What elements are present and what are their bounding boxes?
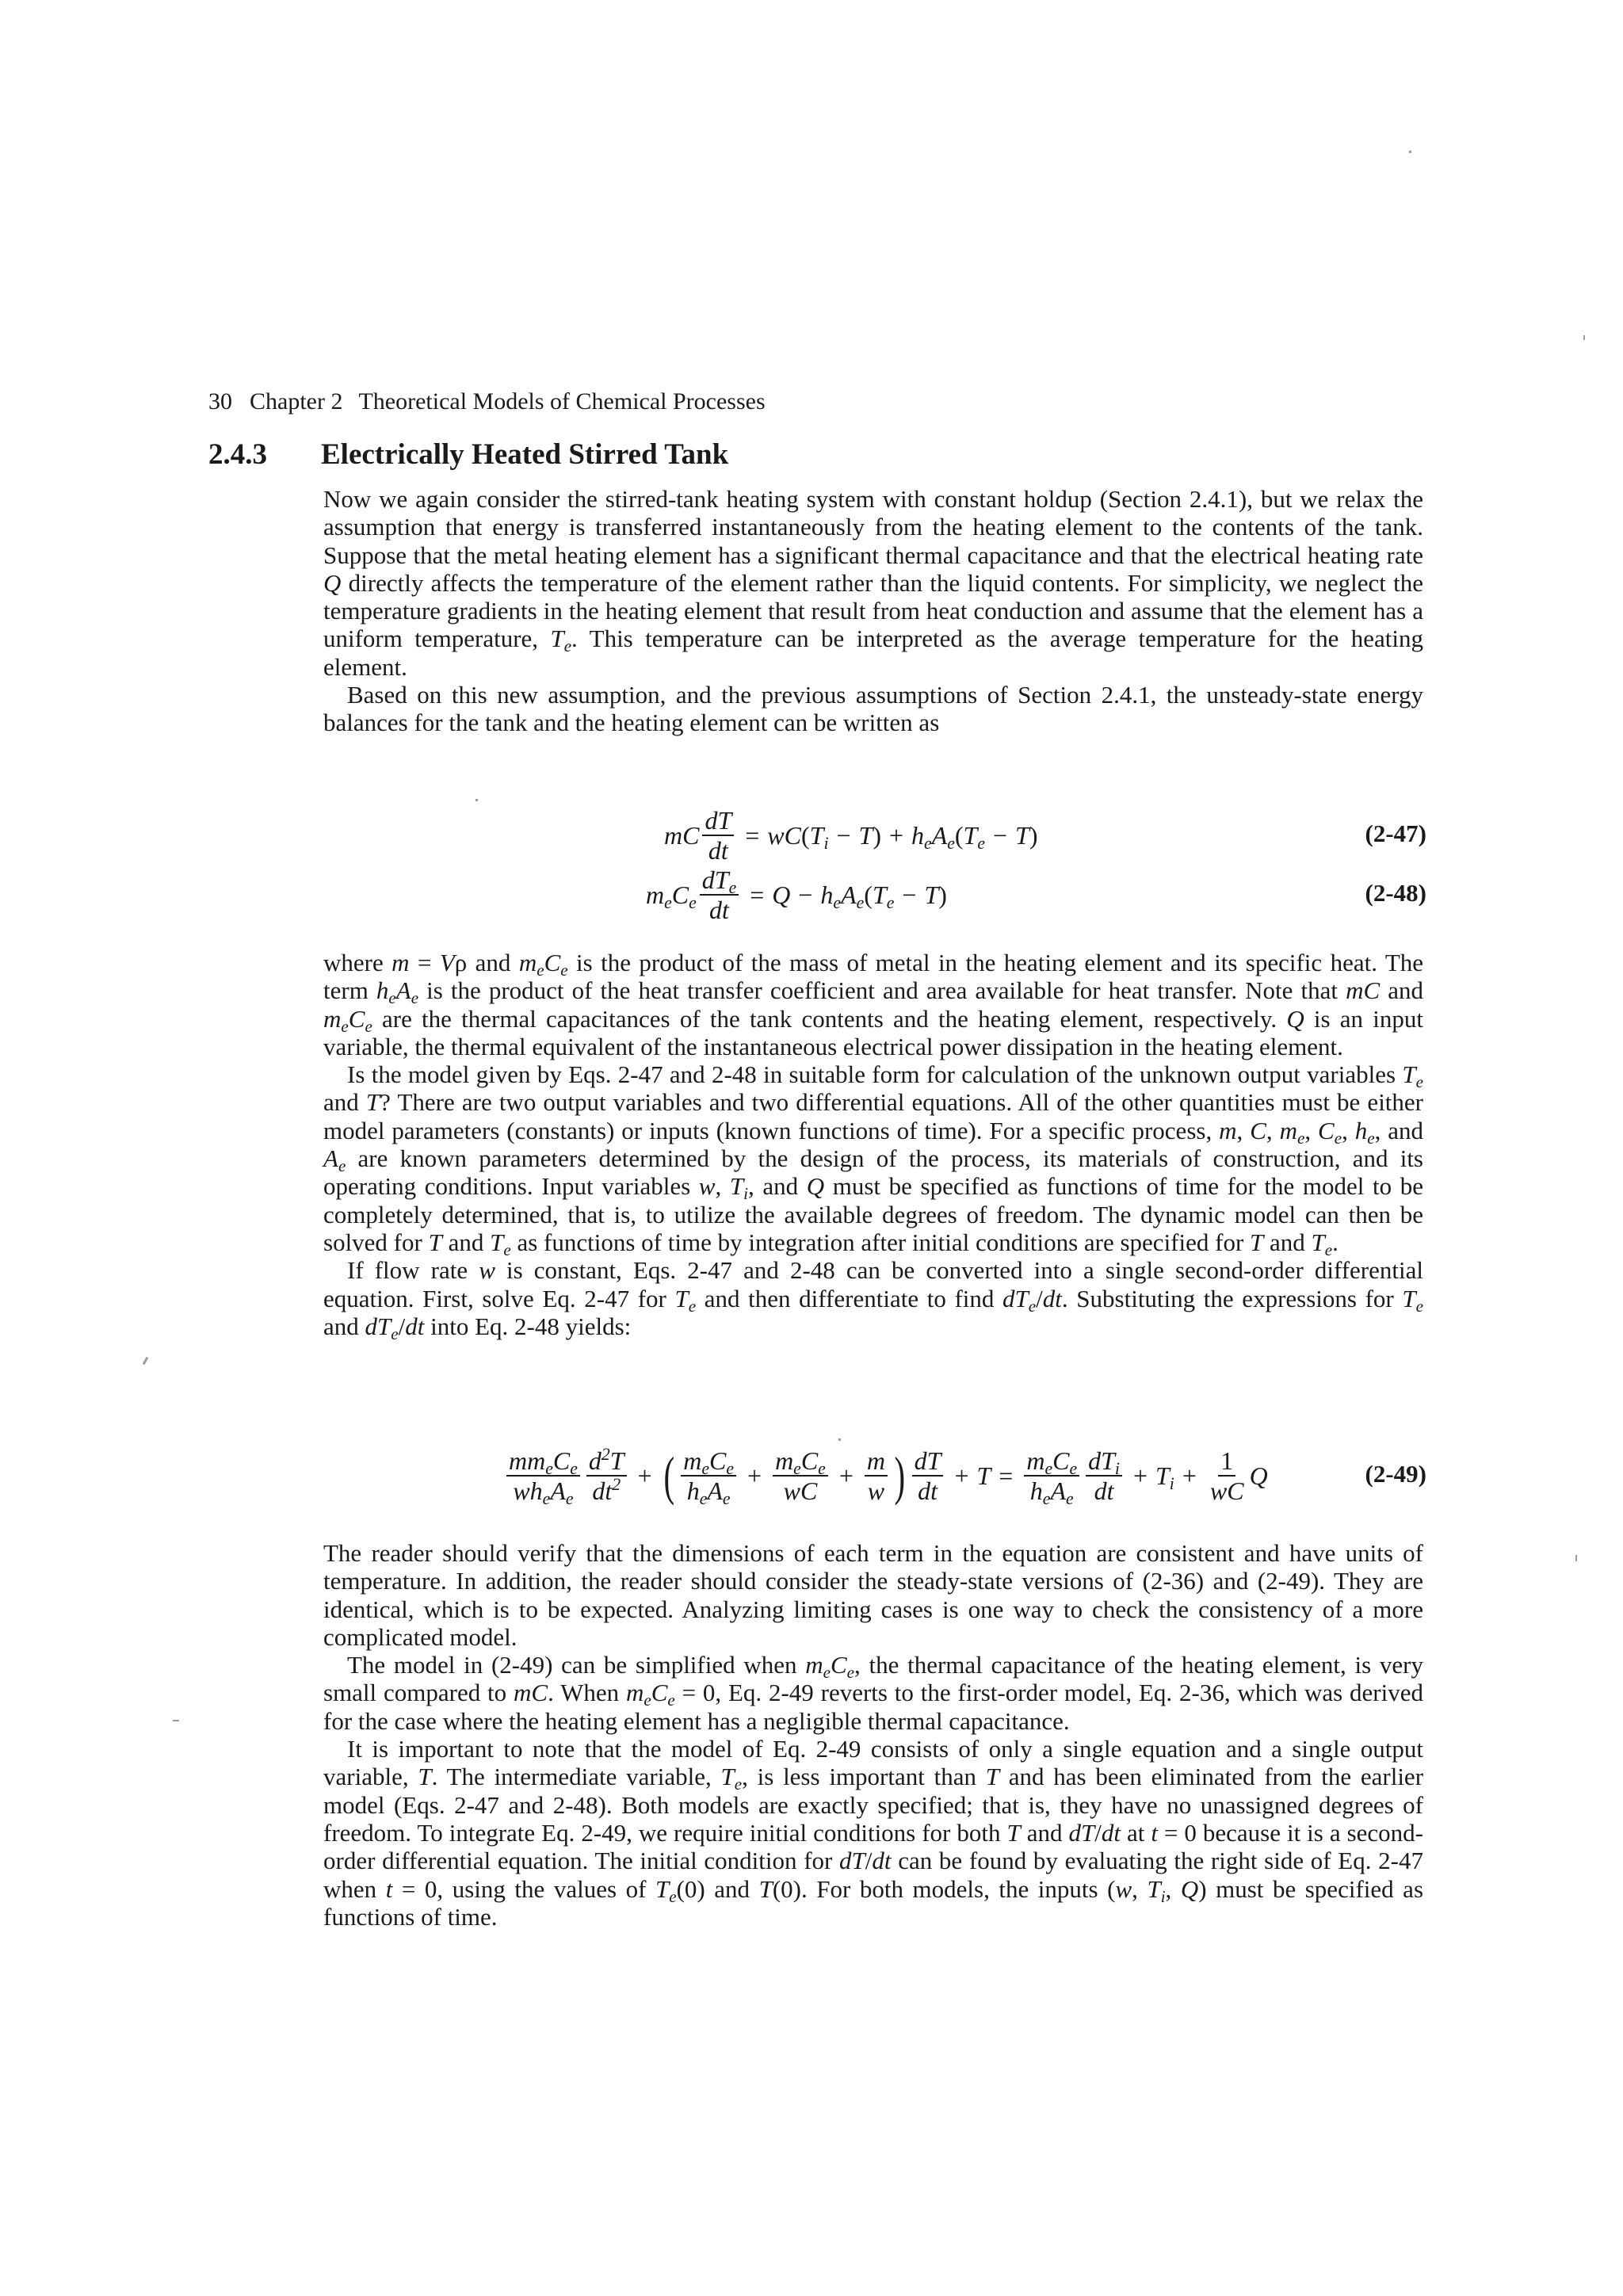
scan-speck [838, 1438, 841, 1441]
section-number: 2.4.3 [208, 438, 267, 471]
paragraph: where m = Vρ and $m_eC_e$ is the product of the mass of metal in the heating element and its specific heat. The term $h_eA_e$ is the product of the heat transfer coefficient and area available for heat transfer. Note that mC and $m_eC_e$ are the thermal capacitances of the tank contents and the heating element, respectively. Q is an input variable, the thermal equivalent of the instantaneous electrical power dissipation in the heating element. [323, 949, 1424, 1060]
equation-2-48 [206, 865, 1426, 924]
equation-body: mC $\frac{dT}{dt}$ = wC ( $T_i$ − T ) + $h_eA_e$ ( $T_e$ − T ) [664, 806, 1038, 865]
body-text-block-2 [323, 949, 1424, 1343]
scan-mark [1575, 1555, 1577, 1561]
equation-number: (2-47) [1365, 819, 1426, 847]
scan-speck [475, 799, 478, 801]
body-text-block-3 [323, 1539, 1423, 1931]
chapter-label: Chapter 2 [250, 388, 343, 415]
paragraph: If flow rate w is constant, Eqs. 2-47 and 2-48 can be converted into a single second-order differential equation. First, solve Eq. 2-47 for $T_e$ and then differentiate to find $dT_e/dt$. Substituting the expressions for $T_e$ and $dT_e/dt$ into Eq. 2-48 yields: [323, 1256, 1423, 1343]
section-title: Electrically Heated Stirred Tank [321, 438, 729, 471]
equation-number: (2-48) [1365, 879, 1426, 907]
section-heading [208, 437, 728, 472]
equation-body: $\frac{mm_eC_e}{wh_eA_e}$ $\frac{d^2T}{dt^2}$ + ( $\frac{m_eC_e}{h_eA_e}$ + $\frac{m_eC_e}{wC}$ + $\frac{m}{w}$ ) $\frac{dT}{dt}$ + T = $\frac{m_eC_e}{h_eA_e}$ $\frac{dT_i}{dt}$ + $T_i$ + $\frac{1}{wC}$ Q [503, 1444, 1268, 1507]
paragraph: Based on this new assumption, and the previous assumptions of Section 2.4.1, the unsteady-state energy balances for the tank and the heating element can be written as [323, 681, 1423, 737]
equation-2-47 [206, 806, 1426, 865]
paragraph: Is the model given by Eqs. 2-47 and 2-48 in suitable form for calculation of the unknown output variables $T_e$ and T? There are two output variables and two differential equations. All of the other quantities must be either model parameters (constants) or inputs (known functions of time). For a specific process, m, C, $m_e$, $C_e$, $h_e$, and $A_e$ are known parameters determined by the design of the process, its materials of construction, and its operating conditions. Input variables w, $T_i$, and Q must be specified as functions of time for the model to be completely determined, that is, to utilize the available degrees of freedom. The dynamic model can then be solved for T and $T_e$ as functions of time by integration after initial conditions are specified for T and $T_e$. [323, 1060, 1424, 1259]
equation-2-49 [206, 1444, 1426, 1507]
paragraph: The model in (2-49) can be simplified when $m_eC_e$, the thermal capacitance of the heating element, is very small compared to mC. When $m_eC_e = 0$, Eq. 2-49 reverts to the first-order model, Eq. 2-36, which was derived for the case where the heating element has a negligible thermal capacitance. [323, 1651, 1423, 1735]
running-head [208, 388, 766, 416]
scan-mark [143, 1357, 149, 1365]
paragraph: It is important to note that the model of Eq. 2-49 consists of only a single equation and a single output variable, T. The intermediate variable, $T_e$, is less important than T and has been eliminated from the earlier model (Eqs. 2-47 and 2-48). Both models are exactly specified; that is, they have no unassigned degrees of freedom. To integrate Eq. 2-49, we require initial conditions for both T and dT/dt at t = 0 because it is a second-order differential equation. The initial condition for dT/dt can be found by evaluating the right side of Eq. 2-47 when t = 0, using the values of $T_e(0)$ and T(0). For both models, the inputs (w, $T_i$, Q) must be specified as functions of time. [323, 1735, 1424, 1931]
equation-body: $m_eC_e$ $\frac{dT_e}{dt}$ = Q − $h_eA_e$ ( $T_e$ − T ) [646, 865, 947, 924]
paragraph: Now we again consider the stirred-tank heating system with constant holdup (Section 2.4.1), but we relax the assumption that energy is transferred instantaneously from the heating element to the contents of the tank. Suppose that the metal heating element has a significant thermal capacitance and that the electrical heating rate Q directly affects the temperature of the element rather than the liquid contents. For simplicity, we neglect the temperature gradients in the heating element that result from heat conduction and assume that the element has a uniform temperature, $T_e$. This temperature can be interpreted as the average temperature for the heating element. [323, 485, 1423, 681]
paragraph: The reader should verify that the dimensions of each term in the equation are consistent and have units of temperature. In addition, the reader should consider the steady-state versions of (2-36) and (2-49). They are identical, which is to be expected. Analyzing limiting cases is one way to check the consistency of a more complicated model. [323, 1539, 1423, 1651]
chapter-title: Theoretical Models of Chemical Processes [358, 388, 766, 415]
scan-mark [1583, 335, 1585, 340]
page-number: 30 [208, 388, 232, 415]
scan-mark [173, 1720, 179, 1721]
equation-number: (2-49) [1365, 1460, 1426, 1488]
scan-speck [1409, 151, 1411, 153]
body-text-block-1 [323, 485, 1423, 737]
